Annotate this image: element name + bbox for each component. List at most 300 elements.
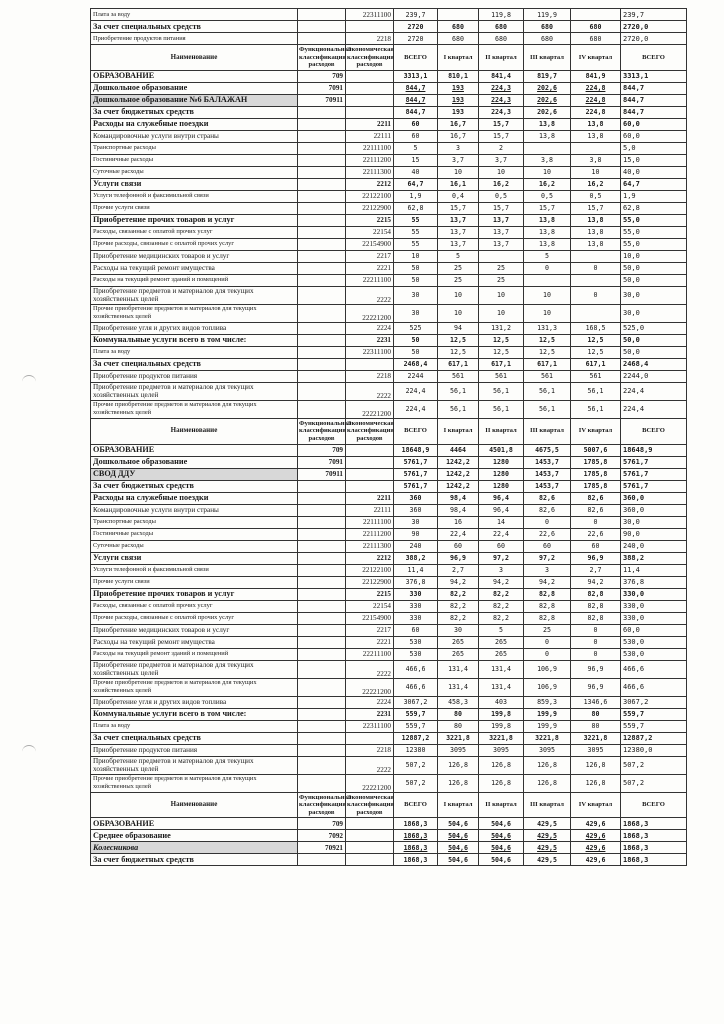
row-q4: 841,9 [571,70,621,82]
row-total: 12887,2 [394,732,438,744]
row-q4: 82,8 [571,588,621,600]
table-row [91,33,687,45]
row-q3: 680 [524,21,571,33]
row-name: Плата за воду [91,720,298,732]
row-q1: 126,8 [438,756,479,774]
row-func-code [298,382,346,400]
row-econ-code: 2231 [346,708,394,720]
row-total: 224,4 [394,400,438,418]
row-q3 [524,142,571,154]
row-func-code [298,250,346,262]
row-total-2: 3313,1 [621,70,687,82]
row-q1: 0,4 [438,190,479,202]
row-total-2: 5761,7 [621,480,687,492]
row-func-code [298,154,346,166]
row-q3: 10 [524,286,571,304]
row-econ-code [346,480,394,492]
row-econ-code: 22111100 [346,516,394,528]
row-name: Расходы на текущий ремонт зданий и помещений [91,274,298,286]
row-q3: 429,5 [524,818,571,830]
table-row [91,678,687,696]
row-name: Расходы на текущий ремонт имущества [91,636,298,648]
row-total: 30 [394,304,438,322]
row-econ-code: 2215 [346,588,394,600]
row-q4: 96,9 [571,678,621,696]
row-econ-code: 22221200 [346,774,394,792]
row-total: 330 [394,600,438,612]
table-row [91,612,687,624]
row-func-code [298,33,346,45]
row-name: Прочие приобретение предметов и материалов для текущих хозяйственных целей [91,400,298,418]
row-q4: 56,1 [571,382,621,400]
row-econ-code: 2215 [346,214,394,226]
row-total-2: 30,0 [621,286,687,304]
row-q2: 403 [479,696,524,708]
row-name: Приобретение угля и других видов топлива [91,322,298,334]
row-q4: 1785,8 [571,456,621,468]
table-row [91,468,687,480]
row-q1: 680 [438,33,479,45]
row-q1: 82,2 [438,588,479,600]
header-q3: III квартал [524,418,571,444]
row-func-code [298,516,346,528]
row-total: 1868,3 [394,842,438,854]
row-func-code [298,540,346,552]
table-row [91,106,687,118]
table-row [91,624,687,636]
row-name: Суточные расходы [91,540,298,552]
row-q3: 82,6 [524,492,571,504]
header-func: Функциональная классификация расходов [298,418,346,444]
row-func-code [298,774,346,792]
row-q4: 0 [571,262,621,274]
table-row [91,334,687,346]
row-func-code [298,202,346,214]
row-func-code [298,178,346,190]
row-total-2: 50,0 [621,262,687,274]
row-q4: 80 [571,708,621,720]
row-q2: 561 [479,370,524,382]
row-q4: 680 [571,33,621,45]
row-econ-code [346,468,394,480]
table-header-row [91,418,687,444]
row-func-code [298,214,346,226]
row-econ-code: 22154900 [346,238,394,250]
row-q4: 2,7 [571,564,621,576]
row-econ-code: 22122100 [346,564,394,576]
row-func-code [298,346,346,358]
row-total-2: 530,0 [621,636,687,648]
header-q1: I квартал [438,418,479,444]
row-econ-code: 22311100 [346,9,394,21]
row-q4: 12,5 [571,346,621,358]
row-q2: 15,7 [479,130,524,142]
row-q1: 12,5 [438,346,479,358]
header-total: ВСЕГО [394,418,438,444]
row-q2: 5 [479,624,524,636]
table-row [91,818,687,830]
row-q4: 13,8 [571,130,621,142]
row-total-2: 2468,4 [621,358,687,370]
row-name: За счет бюджетных средств [91,106,298,118]
row-name: Приобретение предметов и материалов для текущих хозяйственных целей [91,756,298,774]
table-row [91,708,687,720]
table-row [91,178,687,190]
row-q2: 10 [479,304,524,322]
row-func-code [298,400,346,418]
row-name: Гостиничные расходы [91,154,298,166]
row-q2: 504,6 [479,818,524,830]
row-func-code [298,600,346,612]
row-total-2: 40,0 [621,166,687,178]
row-q1: 22,4 [438,528,479,540]
row-total: 50 [394,346,438,358]
row-total-2: 559,7 [621,708,687,720]
row-func-code [298,624,346,636]
table-row [91,286,687,304]
table-row [91,696,687,708]
row-total: 2720 [394,21,438,33]
row-q1: 56,1 [438,382,479,400]
row-total-2: 360,0 [621,504,687,516]
row-total: 330 [394,588,438,600]
table-row [91,346,687,358]
row-q3: 82,8 [524,612,571,624]
row-total-2: 1,9 [621,190,687,202]
row-func-code [298,552,346,564]
row-q3: 82,8 [524,588,571,600]
row-q2: 1280 [479,456,524,468]
table-row [91,322,687,334]
row-q1: 56,1 [438,400,479,418]
table-row [91,304,687,322]
row-q3: 13,8 [524,238,571,250]
row-total-2: 50,0 [621,334,687,346]
table-row [91,516,687,528]
row-q2: 12,5 [479,334,524,346]
row-q1: 82,2 [438,612,479,624]
row-func-code: 7091 [298,82,346,94]
row-q4: 126,8 [571,756,621,774]
row-total-2: 1868,3 [621,854,687,866]
row-total: 3313,1 [394,70,438,82]
table-row [91,226,687,238]
row-econ-code [346,106,394,118]
header-econ: Экономическая классификация расходов [346,792,394,818]
row-name: Колесникова [91,842,298,854]
row-econ-code [346,854,394,866]
header-econ: Экономическая классификация расходов [346,45,394,71]
row-total-2: 64,7 [621,178,687,190]
row-q1: 193 [438,82,479,94]
row-q1: 98,4 [438,504,479,516]
row-q2: 224,3 [479,94,524,106]
row-func-code [298,504,346,516]
row-total-2: 239,7 [621,9,687,21]
row-total-2: 11,4 [621,564,687,576]
row-econ-code: 22221200 [346,400,394,418]
row-total-2: 60,0 [621,624,687,636]
row-q2: 680 [479,21,524,33]
row-total-2: 50,0 [621,346,687,358]
row-q4: 429,6 [571,854,621,866]
row-total: 64,7 [394,178,438,190]
row-q1: 16 [438,516,479,528]
table-row [91,774,687,792]
row-func-code [298,678,346,696]
header-q3: III квартал [524,792,571,818]
row-total: 376,8 [394,576,438,588]
row-q4: 1346,6 [571,696,621,708]
row-q3: 5 [524,250,571,262]
row-q3: 12,5 [524,346,571,358]
row-total: 844,7 [394,82,438,94]
table-row [91,250,687,262]
row-q4: 0 [571,648,621,660]
row-q1: 1242,2 [438,468,479,480]
row-q4: 5007,6 [571,444,621,456]
row-func-code: 70921 [298,842,346,854]
row-econ-code: 2212 [346,552,394,564]
row-total: 12380 [394,744,438,756]
row-econ-code [346,70,394,82]
row-q4: 1785,8 [571,480,621,492]
row-q1: 60 [438,540,479,552]
row-q3: 429,5 [524,854,571,866]
row-q3: 3095 [524,744,571,756]
row-q2: 504,6 [479,830,524,842]
row-q2: 617,1 [479,358,524,370]
row-total-2: 5761,7 [621,456,687,468]
row-q3: 3 [524,564,571,576]
row-total-2: 30,0 [621,304,687,322]
row-total: 240 [394,540,438,552]
row-q1: 98,4 [438,492,479,504]
row-total: 5761,7 [394,456,438,468]
table-row [91,202,687,214]
row-q2: 131,4 [479,660,524,678]
row-total-2: 844,7 [621,94,687,106]
row-q1: 131,4 [438,660,479,678]
table-row [91,190,687,202]
row-econ-code: 22211100 [346,274,394,286]
row-econ-code: 22111200 [346,154,394,166]
row-total-2: 330,0 [621,612,687,624]
row-name: Коммунальные услуги всего в том числе: [91,334,298,346]
row-func-code: 7092 [298,830,346,842]
row-name: Командировочные услуги внутри страны [91,504,298,516]
row-q1: 5 [438,250,479,262]
row-func-code [298,9,346,21]
row-q1: 94,2 [438,576,479,588]
row-total: 844,7 [394,106,438,118]
table-row [91,130,687,142]
row-q3: 0 [524,648,571,660]
row-total: 360 [394,504,438,516]
row-total-2: 330,0 [621,588,687,600]
row-total: 2244 [394,370,438,382]
row-econ-code: 2231 [346,334,394,346]
row-econ-code: 2222 [346,756,394,774]
row-func-code [298,274,346,286]
row-q4: 13,8 [571,226,621,238]
row-name: Расходы, связанные с оплатой прочих услуг [91,226,298,238]
row-q3: 1453,7 [524,456,571,468]
row-name: Приобретение продуктов питания [91,33,298,45]
row-name: Приобретение продуктов питания [91,370,298,382]
row-q2: 199,8 [479,708,524,720]
row-q4: 13,8 [571,118,621,130]
row-econ-code: 22122100 [346,190,394,202]
row-q3: 202,6 [524,106,571,118]
header-total2: ВСЕГО [621,792,687,818]
row-total: 5761,7 [394,468,438,480]
row-func-code: 709 [298,818,346,830]
row-econ-code: 22154 [346,600,394,612]
row-econ-code [346,830,394,842]
row-total: 224,4 [394,382,438,400]
row-q3: 12,5 [524,334,571,346]
row-q4: 96,9 [571,552,621,564]
row-econ-code: 22111 [346,130,394,142]
row-econ-code: 2211 [346,492,394,504]
row-q4: 3221,8 [571,732,621,744]
table-row [91,456,687,468]
row-func-code [298,854,346,866]
row-q4: 224,8 [571,82,621,94]
row-q4: 56,1 [571,400,621,418]
row-name: Плата за воду [91,9,298,21]
row-name: Приобретение предметов и материалов для текущих хозяйственных целей [91,382,298,400]
row-q1: 16,7 [438,118,479,130]
row-q1: 13,7 [438,214,479,226]
row-total-2: 60,0 [621,118,687,130]
row-q3: 82,6 [524,504,571,516]
row-name: Прочие расходы, связанные с оплатой прочих услуг [91,612,298,624]
row-q3: 0 [524,516,571,528]
row-q1: 96,9 [438,552,479,564]
row-q3: 202,6 [524,94,571,106]
row-name: Прочие приобретение предметов и материалов для текущих хозяйственных целей [91,678,298,696]
row-econ-code: 2224 [346,322,394,334]
table-row [91,600,687,612]
row-func-code [298,130,346,142]
row-q3: 199,9 [524,720,571,732]
row-econ-code: 22111100 [346,142,394,154]
row-q3: 429,5 [524,830,571,842]
row-q3: 22,6 [524,528,571,540]
row-q3: 56,1 [524,400,571,418]
row-total: 1868,3 [394,830,438,842]
row-q4: 0 [571,636,621,648]
row-q4: 168,5 [571,322,621,334]
row-total-2: 1868,3 [621,818,687,830]
row-q1: 13,7 [438,238,479,250]
table-row [91,648,687,660]
row-econ-code: 2218 [346,33,394,45]
row-func-code [298,636,346,648]
row-total-2: 15,0 [621,154,687,166]
row-name: Транспортные расходы [91,142,298,154]
row-econ-code [346,444,394,456]
table-row [91,732,687,744]
row-econ-code [346,456,394,468]
header-func: Функциональная классификация расходов [298,792,346,818]
row-q1: 2,7 [438,564,479,576]
table-row [91,564,687,576]
row-q2: 199,8 [479,720,524,732]
row-q3: 0 [524,262,571,274]
table-row [91,94,687,106]
row-q3: 429,5 [524,842,571,854]
row-econ-code: 22111200 [346,528,394,540]
table-row [91,744,687,756]
row-econ-code: 22111300 [346,540,394,552]
row-q1: 10 [438,286,479,304]
row-name: Прочие приобретение предметов и материалов для текущих хозяйственных целей [91,304,298,322]
header-name: Наименование [91,792,298,818]
row-name: Прочие расходы, связанные с оплатой прочих услуг [91,238,298,250]
row-total-2: 30,0 [621,516,687,528]
row-q3: 859,3 [524,696,571,708]
row-econ-code: 22122900 [346,576,394,588]
row-q1: 458,3 [438,696,479,708]
row-name: Услуги связи [91,178,298,190]
header-q1: I квартал [438,45,479,71]
row-q3: 126,8 [524,774,571,792]
row-total-2: 507,2 [621,774,687,792]
row-name: Расходы на текущий ремонт имущества [91,262,298,274]
row-q2: 126,8 [479,774,524,792]
row-total: 62,8 [394,202,438,214]
row-total-2: 2720,0 [621,33,687,45]
row-func-code [298,304,346,322]
row-q2: 10 [479,286,524,304]
row-func-code [298,262,346,274]
row-q3: 680 [524,33,571,45]
header-q3: III квартал [524,45,571,71]
header-total: ВСЕГО [394,792,438,818]
table-row [91,492,687,504]
row-name: Услуги связи [91,552,298,564]
row-q3: 561 [524,370,571,382]
row-total-2: 224,4 [621,400,687,418]
row-total: 60 [394,118,438,130]
row-total: 1868,3 [394,854,438,866]
table-row [91,154,687,166]
header-name: Наименование [91,418,298,444]
row-total: 50 [394,334,438,346]
header-q4: IV квартал [571,45,621,71]
row-name: За счет бюджетных средств [91,854,298,866]
table-row [91,238,687,250]
row-total-2: 388,2 [621,552,687,564]
row-total: 55 [394,238,438,250]
row-econ-code: 2211 [346,118,394,130]
row-econ-code: 22211100 [346,648,394,660]
row-name: Приобретение медицинских товаров и услуг [91,250,298,262]
table-row [91,540,687,552]
row-func-code [298,660,346,678]
row-name: Коммунальные услуги всего в том числе: [91,708,298,720]
row-econ-code [346,21,394,33]
row-func-code [298,166,346,178]
row-total-2: 530,0 [621,648,687,660]
row-total: 530 [394,648,438,660]
row-q2: 1280 [479,468,524,480]
row-name: Приобретение прочих товаров и услуг [91,588,298,600]
row-q3 [524,274,571,286]
